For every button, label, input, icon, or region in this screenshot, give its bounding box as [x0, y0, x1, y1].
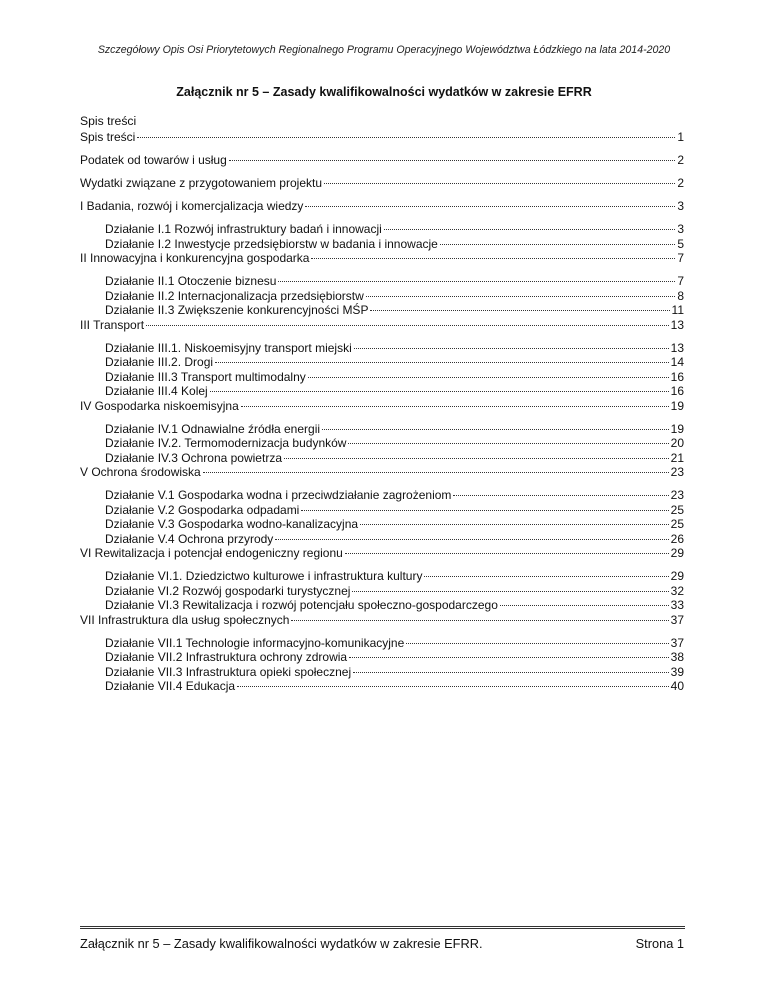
- toc-entry[interactable]: [80, 436, 684, 451]
- dot-leader: [241, 406, 669, 407]
- toc-entry-label: Działanie II.1 Otoczenie biznesu: [105, 274, 277, 288]
- toc-entry-label: Wydatki związane z przygotowaniem projektu: [80, 176, 322, 190]
- toc-entry-label: Działanie I.2 Inwestycje przedsiębiorstw w badania i innowacje: [105, 236, 438, 251]
- toc-entry[interactable]: [80, 355, 684, 370]
- toc-entry-label: III Transport: [80, 317, 145, 332]
- dot-leader: [345, 553, 669, 554]
- dot-leader: [453, 495, 668, 496]
- toc-entry[interactable]: [80, 665, 684, 680]
- toc-entry[interactable]: [80, 237, 684, 252]
- toc-entry[interactable]: [80, 451, 684, 466]
- toc-entry-label: Podatek od towarów i usług: [80, 153, 227, 167]
- toc-entry[interactable]: [80, 650, 684, 665]
- toc-entry[interactable]: [80, 199, 684, 214]
- toc-entry[interactable]: [80, 488, 684, 503]
- toc-entry-label: Działanie III.4 Kolej: [105, 384, 208, 398]
- dot-leader: [354, 348, 669, 349]
- dot-leader: [229, 160, 676, 161]
- toc-entry[interactable]: [80, 251, 684, 266]
- toc-entry-label: Działanie III.1. Niskoemisyjny transport miejski: [105, 340, 352, 355]
- dot-leader: [500, 605, 669, 606]
- toc-entry[interactable]: [80, 532, 684, 547]
- toc-entry-page: 32: [670, 583, 684, 598]
- toc-entry-label: Działanie V.1 Gospodarka wodna i przeciwdziałanie zagrożeniom: [105, 488, 452, 502]
- toc-entry-page: 7: [677, 274, 684, 288]
- toc-entry-label: VII Infrastruktura dla usług społecznych: [80, 612, 290, 627]
- toc-entry-page: 16: [670, 369, 684, 384]
- toc-entry-page: 13: [670, 340, 684, 355]
- toc-entry-label: VI Rewitalizacja i potencjał endogeniczny regionu: [80, 546, 343, 560]
- toc-entry-page: 1: [677, 130, 684, 144]
- toc-entry[interactable]: [80, 153, 684, 168]
- toc-entry[interactable]: [80, 465, 684, 480]
- toc-entry-page: 19: [670, 398, 684, 413]
- dot-leader: [440, 244, 675, 245]
- toc-entry[interactable]: [80, 679, 684, 694]
- toc-entry[interactable]: [80, 303, 684, 318]
- table-of-contents: [80, 130, 684, 694]
- toc-entry[interactable]: [80, 318, 684, 333]
- toc-entry-page: 37: [670, 612, 684, 627]
- dot-leader: [284, 458, 669, 459]
- dot-leader: [324, 183, 675, 184]
- dot-leader: [311, 258, 675, 259]
- toc-entry-label: V Ochrona środowiska: [80, 465, 201, 479]
- dot-leader: [352, 591, 668, 592]
- toc-entry[interactable]: [80, 517, 684, 532]
- toc-entry-page: 25: [670, 502, 684, 517]
- toc-entry-label: Działanie VI.1. Dziedzictwo kulturowe i infrastruktura kultury: [105, 569, 423, 583]
- toc-entry-page: 14: [670, 355, 684, 369]
- dot-leader: [360, 524, 669, 525]
- toc-entry-label: Działanie I.1 Rozwój infrastruktury badań i innowacji: [105, 222, 382, 236]
- dot-leader: [370, 310, 669, 311]
- toc-entry-page: 5: [677, 236, 684, 251]
- dot-leader: [406, 643, 668, 644]
- toc-entry-page: 11: [671, 303, 684, 317]
- toc-entry-page: 20: [670, 436, 684, 450]
- toc-entry[interactable]: [80, 370, 684, 385]
- footer-document-title: Załącznik nr 5 – Zasady kwalifikowalności wydatków w zakresie EFRR.: [80, 936, 483, 951]
- dot-leader: [291, 620, 668, 621]
- toc-entry-page: 33: [670, 598, 684, 612]
- toc-entry[interactable]: [80, 289, 684, 304]
- toc-entry-page: 40: [670, 679, 684, 693]
- dot-leader: [301, 510, 668, 511]
- dot-leader: [146, 325, 669, 326]
- toc-entry-label: Działanie IV.1 Odnawialne źródła energii: [105, 421, 321, 436]
- toc-entry-label: Działanie III.2. Drogi: [105, 355, 214, 369]
- dot-leader: [349, 657, 669, 658]
- dot-leader: [305, 206, 675, 207]
- toc-entry[interactable]: [80, 584, 684, 599]
- dot-leader: [137, 137, 675, 138]
- footer-divider: [80, 926, 685, 929]
- toc-entry-label: Działanie VII.4 Edukacja: [105, 679, 236, 693]
- toc-entry-label: Działanie IV.3 Ochrona powietrza: [105, 450, 282, 465]
- toc-entry-page: 16: [670, 384, 684, 398]
- toc-entry-label: Działanie II.2 Internacjonalizacja przedsiębiorstw: [105, 288, 364, 303]
- toc-entry-page: 29: [670, 569, 684, 583]
- toc-entry-label: Działanie II.3 Zwiększenie konkurencyjności MŚP: [105, 303, 369, 317]
- toc-entry-page: 2: [677, 153, 684, 167]
- toc-entry-label: Działanie V.3 Gospodarka wodno-kanalizacyjna: [105, 517, 359, 531]
- dot-leader: [237, 686, 669, 687]
- toc-entry-label: II Innowacyjna i konkurencyjna gospodarka: [80, 251, 310, 265]
- running-header: Szczegółowy Opis Osi Priorytetowych Regionalnego Programu Operacyjnego Województwa Łódzkiego na lata 2014-2020: [97, 44, 671, 56]
- dot-leader: [353, 672, 669, 673]
- toc-entry-label: Spis treści: [80, 130, 136, 144]
- toc-entry[interactable]: [80, 422, 684, 437]
- toc-entry-page: 13: [670, 317, 684, 332]
- toc-entry-label: Działanie IV.2. Termomodernizacja budynków: [105, 436, 347, 450]
- toc-entry-page: 26: [670, 531, 684, 546]
- toc-entry-page: 2: [677, 176, 684, 190]
- dot-leader: [384, 229, 676, 230]
- toc-entry-label: Działanie VII.3 Infrastruktura opieki społecznej: [105, 664, 352, 679]
- toc-entry[interactable]: [80, 384, 684, 399]
- toc-entry[interactable]: [80, 274, 684, 289]
- dot-leader: [366, 296, 676, 297]
- dot-leader: [210, 391, 669, 392]
- toc-entry-label: Działanie VII.1 Technologie informacyjno-komunikacyjne: [105, 635, 405, 650]
- footer-page-number: Strona 1: [635, 936, 684, 951]
- toc-entry-page: 8: [677, 288, 684, 303]
- dot-leader: [215, 362, 669, 363]
- toc-entry-page: 21: [670, 450, 684, 465]
- toc-entry-page: 19: [670, 421, 684, 436]
- toc-entry[interactable]: [80, 636, 684, 651]
- toc-entry-label: Działanie V.4 Ochrona przyrody: [105, 531, 274, 546]
- toc-entry-page: 23: [670, 488, 684, 502]
- dot-leader: [278, 281, 675, 282]
- toc-entry-page: 3: [677, 199, 684, 213]
- dot-leader: [322, 429, 669, 430]
- toc-entry-label: Działanie VI.3 Rewitalizacja i rozwój potencjału społeczno-gospodarczego: [105, 598, 498, 612]
- toc-entry[interactable]: [80, 176, 684, 191]
- toc-entry[interactable]: [80, 399, 684, 414]
- toc-entry[interactable]: [80, 130, 684, 145]
- toc-entry-label: Działanie VII.2 Infrastruktura ochrony zdrowia: [105, 650, 348, 664]
- toc-entry-label: I Badania, rozwój i komercjalizacja wiedzy: [80, 199, 304, 213]
- document-title: Załącznik nr 5 – Zasady kwalifikowalności wydatków w zakresie EFRR: [176, 85, 592, 99]
- toc-entry-page: 39: [670, 664, 684, 679]
- dot-leader: [275, 539, 668, 540]
- toc-entry[interactable]: [80, 598, 684, 613]
- toc-entry[interactable]: [80, 569, 684, 584]
- toc-entry[interactable]: [80, 546, 684, 561]
- toc-entry-page: 25: [670, 517, 684, 531]
- toc-entry-page: 23: [670, 465, 684, 479]
- toc-heading: Spis treści: [80, 114, 137, 128]
- toc-entry-page: 37: [670, 635, 684, 650]
- toc-entry-page: 3: [677, 222, 684, 236]
- dot-leader: [308, 377, 669, 378]
- toc-entry-label: IV Gospodarka niskoemisyjna: [80, 398, 239, 413]
- toc-entry-label: Działanie VI.2 Rozwój gospodarki turystycznej: [105, 583, 351, 598]
- toc-entry-label: Działanie V.2 Gospodarka odpadami: [105, 502, 300, 517]
- toc-entry-page: 29: [670, 546, 684, 560]
- toc-entry[interactable]: [80, 503, 684, 518]
- toc-entry[interactable]: [80, 341, 684, 356]
- dot-leader: [348, 443, 668, 444]
- toc-entry-page: 7: [677, 251, 684, 265]
- dot-leader: [424, 576, 668, 577]
- toc-entry-page: 38: [670, 650, 684, 664]
- toc-entry[interactable]: [80, 222, 684, 237]
- toc-entry[interactable]: [80, 613, 684, 628]
- dot-leader: [203, 472, 669, 473]
- toc-entry-label: Działanie III.3 Transport multimodalny: [105, 369, 306, 384]
